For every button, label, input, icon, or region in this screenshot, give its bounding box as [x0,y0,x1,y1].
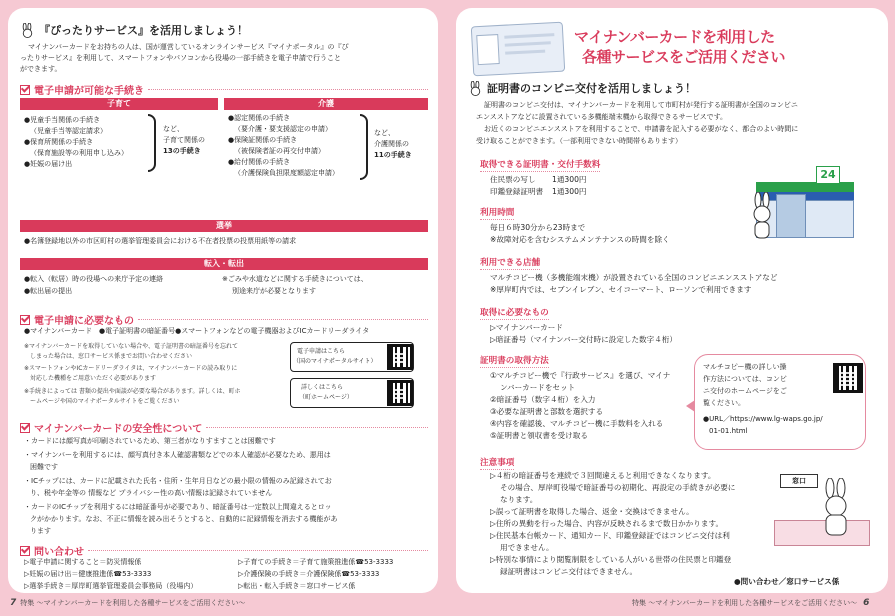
note-line: なります。 [500,495,538,504]
link-box-sublabel: （国のマイナポータルサイト） [293,358,377,365]
qr-code-icon[interactable] [833,363,863,393]
right-title [468,80,696,96]
footer-text-right: 特集 ～マイナンバーカードを利用した各種サービスをご活用ください～ [632,599,858,607]
needs-list: ●マイナンバーカード ●電子証明書の暗証番号●スマートフォンなどの電子機器およびICカードリーダライタ [24,327,370,335]
rabbit-icon [746,192,780,240]
link-box-sublabel: （町ホームページ） [299,394,353,401]
info-bubble [694,354,866,450]
contact-item: ▷転出・転入手続き＝窓口サービス係 [238,582,356,590]
contact-item: ▷介護保険の手続き＝介護保険係☎53-3333 [238,570,380,578]
kaigo-item: ●保険証関係の手続き [228,136,298,144]
needs-note: 対応した機種をご用意いただく必要があります [30,375,157,382]
hours-note: ※故障対応を含むシステムメンテナンスの時間を除く [490,235,670,244]
step-item: ②暗証番号（数字４桁）を入力 [490,395,596,404]
note-line: ▷誤って証明書を取得した場合、返金・交換はできません。 [490,507,694,516]
stores-line: マルチコピー機（多機能端末機）が設置されている全国のコンビニエンスストアなど [490,273,778,282]
safety-line: り、税や年金等の 情報など プライバシー性の高い情報は記録されていません [30,489,273,497]
section-needs-label: 電子申請に必要なもの [34,316,134,327]
safety-line: 困難です [30,463,58,471]
section-contact-label: 問い合わせ [34,547,84,558]
step-item: ⑤証明書と領収書を受け取る [490,431,588,440]
note-line: ▷４桁の暗証番号を連続で３回間違えると利用できなくなります。 [490,471,716,480]
counter-sign: 窓口 [780,474,818,488]
section-hours: 利用時間 [480,208,515,218]
check-icon [20,315,30,325]
safety-line: クがかかります。なお、不正に情報を読み出そうとすると、自動的に記録情報を消去する機能があ [30,515,338,523]
left-title-text: 『ぴったりサービス』を活用しましょう！ [39,24,248,37]
section-notes: 注意事項 [480,458,515,468]
kosodate-item: （保育施設等の利用申し込み） [30,149,128,157]
section-right-needs: 取得に必要なもの [480,308,549,318]
rabbit-icon [20,23,35,38]
store-sign-24: 24 [816,166,840,184]
note-line: ▷住民基本台帳カード、通知カード、印鑑登録証ではコンビニ交付は利 [490,531,730,540]
counter-illustration [774,470,872,550]
section-needs [20,312,428,327]
needs-note: ※スマートフォンやICカードリーダライタは、マイナンバーカードの読み取りに [24,365,238,372]
tennyu-item: ●転入（転居）時の役場への来庁予定の連絡 [24,275,164,283]
right-intro-line: 受け取ることができます。（一部利用できない時間帯もあります） [476,137,682,145]
kosodate-item: ●妊娠の届け出 [24,160,73,168]
bubble-line: マルチコピー機の詳しい操 [703,363,787,371]
kaigo-item: ●認定関係の手続き [228,114,291,122]
right-title-text: 証明書のコンビニ交付を活用しましょう！ [487,82,696,95]
right-contact: ●問い合わせ／窓口サービス係 [734,577,840,586]
headline-line-2: 各種サービスをご活用ください [582,48,786,66]
right-intro-line: エンスストアなどに設置されている多機能端末機から取得できるサービスです。 [476,113,728,121]
bubble-url[interactable]: ●URL／https://www.lg-waps.go.jp/ [703,415,823,423]
note-line: 用できません。 [500,543,554,552]
step-item: ①マルチコピー機で『行政サービス』を選び、マイナ [490,371,671,380]
link-box-town-homepage[interactable] [290,378,414,408]
check-icon [20,546,30,556]
link-box-myna-portal[interactable] [290,342,414,372]
type-name: 印鑑登録証明書 [490,187,544,196]
contact-item: ▷電子申請に関すること＝防災情報係 [24,558,142,566]
page-number-right: 6 [863,598,870,608]
section-safety-label: マイナンバーカードの安全性について [34,424,203,435]
kaigo-item: （介護保険負担限度額認定申請） [234,169,339,177]
note-line: ▷住所の異動を行った場合、内容が反映されるまで数日かかります。 [490,519,724,528]
section-steps: 証明書の取得方法 [480,356,549,366]
kosodate-item: （児童手当等認定請求） [30,127,107,135]
category-bar-senkyo: 選挙 [20,220,428,232]
rabbit-icon [468,81,483,96]
safety-line: ・カードのICチップを利用するには暗証番号が必要であり、暗証番号は一定数以上間違えるとロッ [24,503,332,511]
right-page [456,8,888,593]
right-need-item: ▷マイナンバーカード [490,323,563,332]
tennyu-note: 別途来庁が必要となります [232,287,316,295]
type-fee: 1通300円 [552,187,587,196]
link-box-label: 詳しくはこちら [301,384,344,391]
kaigo-item: ●給付関係の手続き [228,158,291,166]
tennyu-item: ●転出届の提出 [24,287,73,295]
category-bar-tennyu: 転入・転出 [20,258,428,270]
kaigo-note: 介護関係の [374,140,409,148]
step-item: ④内容を確認後、マルチコピー機に手数料を入れる [490,419,664,428]
section-e-application-label: 電子申請が可能な手続き [34,86,144,97]
note-line: その場合、厚岸町役場で暗証番号の初期化、再設定の手続きが必要に [500,483,736,492]
hours-line: 毎日６時30分から23時まで [490,223,586,232]
my-number-card-illustration [471,22,565,77]
contact-item: ▷選挙手続き＝厚岸町選挙管理委員会事務局（役場内） [24,582,198,590]
category-bar-kosodate: 子育て [20,98,218,110]
kosodate-count: 13の手続き [163,147,201,155]
rabbit-icon [814,478,858,538]
type-name: 住民票の写し [490,175,536,184]
step-item: ③必要な証明書と部数を選択する [490,407,604,416]
intro-line-1: マイナンバーカードをお持ちの人は、国が運営しているオンラインサービス『マイナポータル』の『ぴ [28,43,349,51]
note-line: 録証明書はコンビニ交付はできません。 [500,567,638,576]
stores-note: ※厚岸町内では、セブンイレブン、セイコーマート、ローソンで利用できます [490,285,752,294]
tennyu-note: ※ごみや水道などに関する手続きについては、 [222,275,368,283]
section-e-application [20,82,428,97]
needs-note: ームページや国のマイナポータルサイトをご覧ください [30,398,180,405]
needs-note: ※マイナンバーカードを取得していない場合や、電子証明書の暗証番号を忘れて [24,343,238,350]
right-need-item: ▷暗証番号（マイナンバー交付時に設定した数字４桁） [490,335,678,344]
section-contact [20,543,428,558]
page-number-left: 7 [10,598,17,608]
intro-line-2: ったりサービス』を利用して、スマートフォンやパソコンから役場の一部手続きを電子申請で行うこと [20,54,342,62]
card-photo [476,34,500,65]
check-icon [20,423,30,433]
kosodate-note: など、 [163,125,184,133]
footer-right [632,598,869,608]
kosodate-note: 子育て関係の [163,136,205,144]
needs-note: ※手続きによっては 書類の提出や面談が必要な場合があります。詳しくは、町ホ [24,388,241,395]
right-intro-line: お近くのコンビニエンスストアを利用することで、申請書を記入する必要がなく、都合のよい時間に [484,125,799,133]
left-title [20,22,248,38]
type-fee: 1通300円 [552,175,587,184]
footer-left [10,598,245,608]
section-stores: 利用できる店舗 [480,258,541,268]
bubble-tail [686,400,695,412]
kaigo-item: （要介護・要支援認定の申請） [234,125,332,133]
check-icon [20,85,30,95]
kosodate-item: ●児童手当関係の手続き [24,116,101,124]
kaigo-item: （被保険者証の再交付申請） [234,147,325,155]
category-bar-kaigo: 介護 [224,98,428,110]
bubble-url-cont[interactable]: 01-01.html [709,427,748,435]
step-item: ンバーカードをセット [500,383,576,392]
senkyo-item: ●名簿登録地以外の市区町村の選挙管理委員会における不在者投票の投票用紙等の請求 [24,237,297,245]
qr-code-icon[interactable] [387,380,413,406]
section-safety [20,420,428,435]
right-intro-line: 証明書のコンビニ交付は、マイナンバーカードを利用して市町村が発行する証明書が全国のコンビニ [484,101,798,109]
left-page [8,8,438,593]
brace [360,114,368,180]
kaigo-count: 11の手続き [374,151,412,159]
needs-note: しまった場合は、窓口サービス係までお問い合わせください [30,353,193,360]
convenience-store-illustration [746,162,866,242]
safety-line: ・ICチップには、カードに記載された氏名・住所・生年月日などの最小限の情報のみ記録されてお [24,477,332,485]
brace [148,114,156,172]
link-box-label: 電子申請はこちら [297,348,346,355]
bubble-line: 覧ください。 [703,399,745,407]
contact-item: ▷子育ての手続き＝子育て施策推進係☎53-3333 [238,558,394,566]
bubble-line: ニ交付のホームページをご [703,387,787,395]
section-types: 取得できる証明書・交付手数料 [480,160,601,170]
intro-line-3: ができます。 [20,65,62,73]
headline-line-1: マイナンバーカードを利用した [574,28,775,46]
safety-line: ります [30,527,51,535]
kosodate-item: ●保育所関係の手続き [24,138,94,146]
contact-item: ▷妊娠の届け出＝健康推進係☎53-3333 [24,570,152,578]
safety-line: ・マイナンバーを利用するには、顔写真付き本人確認書類などでの本人確認が必要なため、悪用は [24,451,331,459]
note-line: ▷特別な事情により閲覧制限をしている人がいる世帯の住民票と印鑑登 [490,555,732,564]
qr-code-icon[interactable] [387,344,413,370]
footer-text-left: 特集 ～マイナンバーカードを利用した各種サービスをご活用ください～ [20,599,246,607]
safety-line: ・カードには顔写真が印刷されているため、第三者がなりすますことは困難です [24,437,276,445]
bubble-line: 作方法については、コンビ [703,375,787,383]
kaigo-note: など、 [374,129,395,137]
